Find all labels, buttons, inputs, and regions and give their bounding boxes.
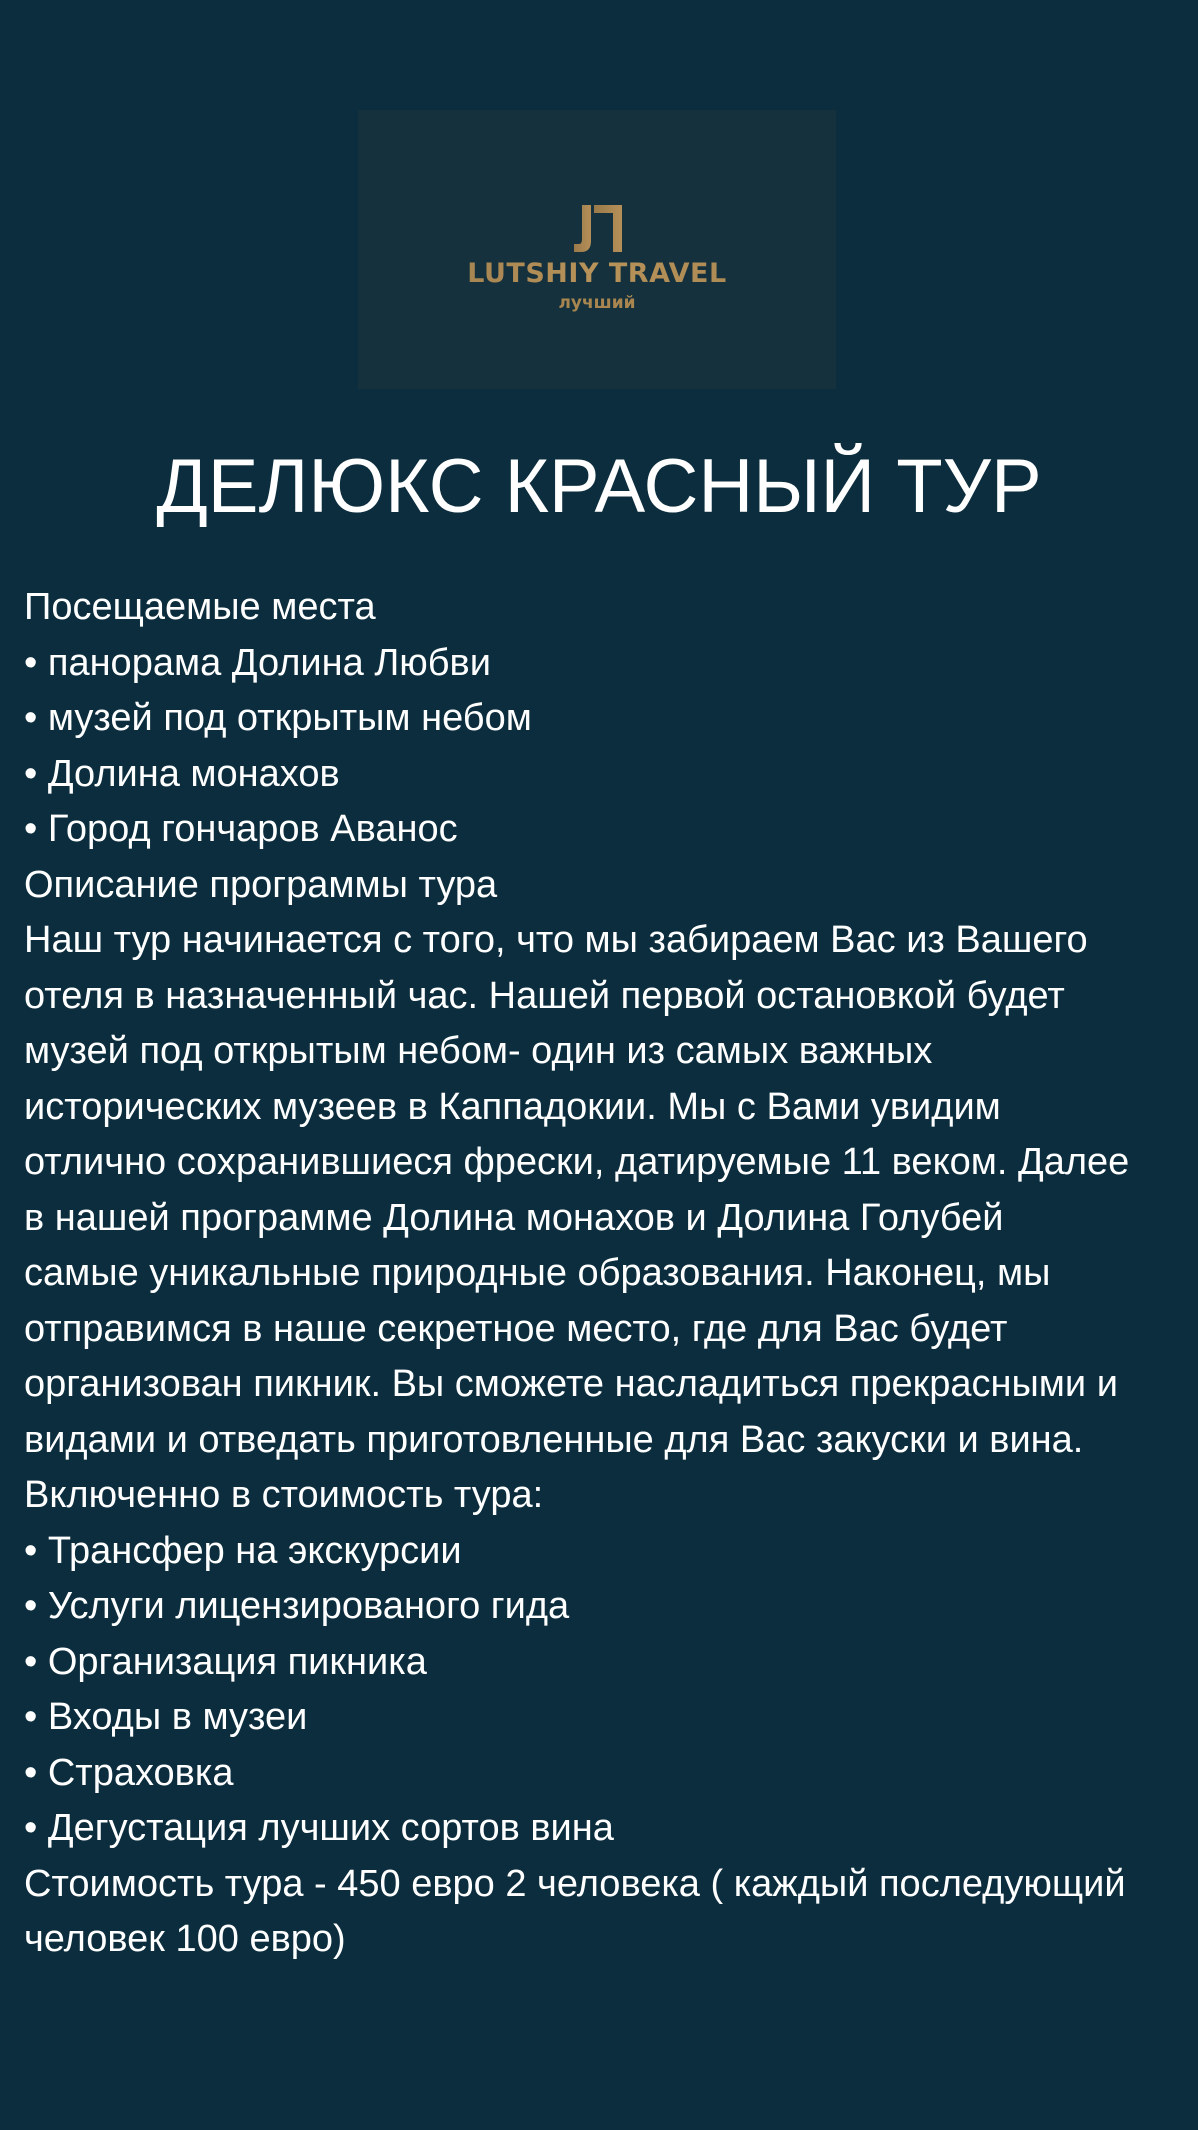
program-line: в нашей программе Долина монахов и Долина Голубей (24, 1196, 1004, 1239)
tour-description (24, 580, 1198, 1968)
program-line: организован пикник. Вы сможете насладиться прекрасными и (24, 1363, 1118, 1405)
price-line: Стоимость тура - 450 евро 2 человека ( каждый последующий (24, 1862, 1126, 1905)
page-title: ДЕЛЮКС КРАСНЫЙ ТУР (156, 444, 1042, 529)
program-line: Наш тур начинается с того, что мы забираем Вас из Вашего (24, 919, 1088, 961)
included-item: • Трансфер на экскурсии (24, 1529, 462, 1572)
program-line: отеля в назначенный час. Нашей первой остановкой будет (24, 974, 1065, 1017)
included-heading: Включенно в стоимость тура: (24, 1474, 544, 1516)
sight-item: • Город гончаров Аванос (24, 808, 458, 850)
sight-item: • панорама Долина Любви (24, 641, 491, 684)
sights-heading: Посещаемые места (24, 586, 376, 628)
program-line: видами и отведать приготовленные для Вас закуски и вина. (24, 1418, 1084, 1461)
price-line: человек 100 евро) (24, 1918, 346, 1960)
included-item: • Дегустация лучших сортов вина (24, 1807, 614, 1849)
program-line: самые уникальные природные образования. Наконец, мы (24, 1252, 1051, 1294)
sight-item: • Долина монахов (24, 752, 340, 795)
program-line: отправимся в наше секретное место, где для Вас будет (24, 1307, 1008, 1350)
included-item: • Услуги лицензированого гида (24, 1585, 570, 1627)
included-item: • Организация пикника (24, 1640, 427, 1683)
program-line: исторических музеев в Каппадокии. Мы с Вами увидим (24, 1085, 1001, 1128)
brand-name: LUTSHIY TRAVEL (358, 258, 836, 289)
included-item: • Страховка (24, 1751, 234, 1794)
brand-subtitle: лучший (558, 293, 636, 313)
program-line: музей под открытым небом- один из самых важных (24, 1030, 933, 1072)
program-line: отлично сохранившиеся фрески, датируемые 11 веком. Далее (24, 1141, 1130, 1183)
included-item: • Входы в музеи (24, 1696, 308, 1738)
logo-box (358, 110, 836, 389)
program-heading: Описание программы тура (24, 863, 498, 906)
sight-item: • музей под открытым небом (24, 697, 532, 739)
lt-monogram-icon (573, 205, 623, 253)
